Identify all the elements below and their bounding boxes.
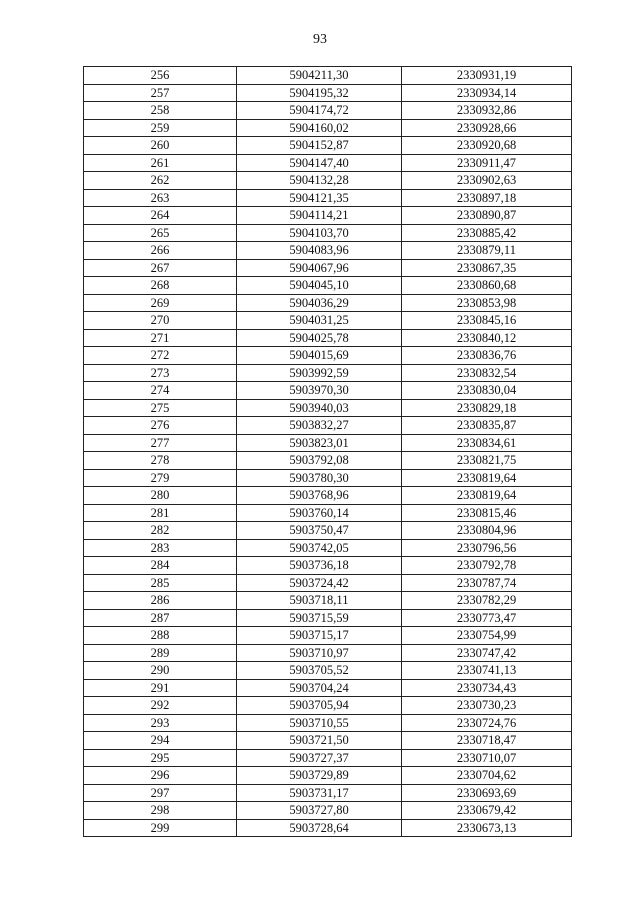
y-coordinate-cell: 2330836,76 bbox=[402, 347, 572, 365]
y-coordinate-cell: 2330885,42 bbox=[402, 224, 572, 242]
table-row bbox=[84, 697, 572, 715]
point-number-cell: 277 bbox=[84, 434, 237, 452]
y-coordinate-cell: 2330821,75 bbox=[402, 452, 572, 470]
point-number-cell: 286 bbox=[84, 592, 237, 610]
x-coordinate-cell: 5903768,96 bbox=[237, 487, 402, 505]
point-number-cell: 289 bbox=[84, 644, 237, 662]
coordinates-table bbox=[83, 66, 572, 837]
x-coordinate-cell: 5903718,11 bbox=[237, 592, 402, 610]
x-coordinate-cell: 5904103,70 bbox=[237, 224, 402, 242]
y-coordinate-cell: 2330840,12 bbox=[402, 329, 572, 347]
table-row bbox=[84, 242, 572, 260]
point-number-cell: 282 bbox=[84, 522, 237, 540]
point-number-cell: 287 bbox=[84, 609, 237, 627]
x-coordinate-cell: 5904031,25 bbox=[237, 312, 402, 330]
x-coordinate-cell: 5903727,37 bbox=[237, 749, 402, 767]
y-coordinate-cell: 2330773,47 bbox=[402, 609, 572, 627]
x-coordinate-cell: 5903736,18 bbox=[237, 557, 402, 575]
table-row bbox=[84, 784, 572, 802]
table-row bbox=[84, 679, 572, 697]
x-coordinate-cell: 5903940,03 bbox=[237, 399, 402, 417]
y-coordinate-cell: 2330897,18 bbox=[402, 189, 572, 207]
x-coordinate-cell: 5903992,59 bbox=[237, 364, 402, 382]
y-coordinate-cell: 2330928,66 bbox=[402, 119, 572, 137]
table-row bbox=[84, 609, 572, 627]
x-coordinate-cell: 5904025,78 bbox=[237, 329, 402, 347]
y-coordinate-cell: 2330911,47 bbox=[402, 154, 572, 172]
y-coordinate-cell: 2330829,18 bbox=[402, 399, 572, 417]
point-number-cell: 274 bbox=[84, 382, 237, 400]
point-number-cell: 267 bbox=[84, 259, 237, 277]
x-coordinate-cell: 5903710,55 bbox=[237, 714, 402, 732]
table-row bbox=[84, 487, 572, 505]
table-row bbox=[84, 504, 572, 522]
table-row bbox=[84, 67, 572, 85]
y-coordinate-cell: 2330830,04 bbox=[402, 382, 572, 400]
table-row bbox=[84, 539, 572, 557]
point-number-cell: 294 bbox=[84, 732, 237, 750]
table-row bbox=[84, 294, 572, 312]
y-coordinate-cell: 2330845,16 bbox=[402, 312, 572, 330]
table-row bbox=[84, 84, 572, 102]
x-coordinate-cell: 5903715,17 bbox=[237, 627, 402, 645]
table-row bbox=[84, 767, 572, 785]
y-coordinate-cell: 2330932,86 bbox=[402, 102, 572, 120]
y-coordinate-cell: 2330867,35 bbox=[402, 259, 572, 277]
x-coordinate-cell: 5904174,72 bbox=[237, 102, 402, 120]
point-number-cell: 273 bbox=[84, 364, 237, 382]
table-row bbox=[84, 592, 572, 610]
point-number-cell: 297 bbox=[84, 784, 237, 802]
x-coordinate-cell: 5904121,35 bbox=[237, 189, 402, 207]
y-coordinate-cell: 2330710,07 bbox=[402, 749, 572, 767]
point-number-cell: 285 bbox=[84, 574, 237, 592]
table-row bbox=[84, 102, 572, 120]
table-row bbox=[84, 364, 572, 382]
y-coordinate-cell: 2330819,64 bbox=[402, 469, 572, 487]
table-row bbox=[84, 347, 572, 365]
point-number-cell: 291 bbox=[84, 679, 237, 697]
x-coordinate-cell: 5904152,87 bbox=[237, 137, 402, 155]
point-number-cell: 288 bbox=[84, 627, 237, 645]
x-coordinate-cell: 5903727,80 bbox=[237, 802, 402, 820]
table-row bbox=[84, 382, 572, 400]
point-number-cell: 264 bbox=[84, 207, 237, 225]
y-coordinate-cell: 2330787,74 bbox=[402, 574, 572, 592]
y-coordinate-cell: 2330796,56 bbox=[402, 539, 572, 557]
y-coordinate-cell: 2330819,64 bbox=[402, 487, 572, 505]
y-coordinate-cell: 2330754,99 bbox=[402, 627, 572, 645]
y-coordinate-cell: 2330704,62 bbox=[402, 767, 572, 785]
y-coordinate-cell: 2330782,29 bbox=[402, 592, 572, 610]
point-number-cell: 292 bbox=[84, 697, 237, 715]
table-row bbox=[84, 557, 572, 575]
point-number-cell: 284 bbox=[84, 557, 237, 575]
x-coordinate-cell: 5904132,28 bbox=[237, 172, 402, 190]
table-row bbox=[84, 329, 572, 347]
y-coordinate-cell: 2330934,14 bbox=[402, 84, 572, 102]
point-number-cell: 290 bbox=[84, 662, 237, 680]
table-row bbox=[84, 417, 572, 435]
y-coordinate-cell: 2330693,69 bbox=[402, 784, 572, 802]
x-coordinate-cell: 5903724,42 bbox=[237, 574, 402, 592]
point-number-cell: 256 bbox=[84, 67, 237, 85]
y-coordinate-cell: 2330679,42 bbox=[402, 802, 572, 820]
point-number-cell: 265 bbox=[84, 224, 237, 242]
table-row bbox=[84, 732, 572, 750]
x-coordinate-cell: 5904067,96 bbox=[237, 259, 402, 277]
table-row bbox=[84, 189, 572, 207]
y-coordinate-cell: 2330902,63 bbox=[402, 172, 572, 190]
x-coordinate-cell: 5904211,30 bbox=[237, 67, 402, 85]
y-coordinate-cell: 2330673,13 bbox=[402, 819, 572, 837]
point-number-cell: 266 bbox=[84, 242, 237, 260]
x-coordinate-cell: 5904114,21 bbox=[237, 207, 402, 225]
y-coordinate-cell: 2330890,87 bbox=[402, 207, 572, 225]
point-number-cell: 293 bbox=[84, 714, 237, 732]
point-number-cell: 260 bbox=[84, 137, 237, 155]
x-coordinate-cell: 5903760,14 bbox=[237, 504, 402, 522]
y-coordinate-cell: 2330747,42 bbox=[402, 644, 572, 662]
x-coordinate-cell: 5904160,02 bbox=[237, 119, 402, 137]
x-coordinate-cell: 5904015,69 bbox=[237, 347, 402, 365]
table-row bbox=[84, 224, 572, 242]
y-coordinate-cell: 2330724,76 bbox=[402, 714, 572, 732]
table-row bbox=[84, 207, 572, 225]
y-coordinate-cell: 2330834,61 bbox=[402, 434, 572, 452]
table-row bbox=[84, 119, 572, 137]
point-number-cell: 283 bbox=[84, 539, 237, 557]
x-coordinate-cell: 5903832,27 bbox=[237, 417, 402, 435]
point-number-cell: 279 bbox=[84, 469, 237, 487]
table-row bbox=[84, 259, 572, 277]
table-row bbox=[84, 469, 572, 487]
table-row bbox=[84, 172, 572, 190]
table-row bbox=[84, 574, 572, 592]
table-row bbox=[84, 644, 572, 662]
table-row bbox=[84, 819, 572, 837]
y-coordinate-cell: 2330860,68 bbox=[402, 277, 572, 295]
y-coordinate-cell: 2330804,96 bbox=[402, 522, 572, 540]
table-row bbox=[84, 277, 572, 295]
x-coordinate-cell: 5903715,59 bbox=[237, 609, 402, 627]
y-coordinate-cell: 2330815,46 bbox=[402, 504, 572, 522]
point-number-cell: 269 bbox=[84, 294, 237, 312]
x-coordinate-cell: 5903823,01 bbox=[237, 434, 402, 452]
point-number-cell: 270 bbox=[84, 312, 237, 330]
point-number-cell: 281 bbox=[84, 504, 237, 522]
table-row bbox=[84, 802, 572, 820]
y-coordinate-cell: 2330792,78 bbox=[402, 557, 572, 575]
x-coordinate-cell: 5903780,30 bbox=[237, 469, 402, 487]
point-number-cell: 296 bbox=[84, 767, 237, 785]
x-coordinate-cell: 5903728,64 bbox=[237, 819, 402, 837]
point-number-cell: 263 bbox=[84, 189, 237, 207]
y-coordinate-cell: 2330734,43 bbox=[402, 679, 572, 697]
y-coordinate-cell: 2330920,68 bbox=[402, 137, 572, 155]
point-number-cell: 295 bbox=[84, 749, 237, 767]
point-number-cell: 257 bbox=[84, 84, 237, 102]
y-coordinate-cell: 2330879,11 bbox=[402, 242, 572, 260]
point-number-cell: 272 bbox=[84, 347, 237, 365]
point-number-cell: 299 bbox=[84, 819, 237, 837]
point-number-cell: 259 bbox=[84, 119, 237, 137]
x-coordinate-cell: 5903729,89 bbox=[237, 767, 402, 785]
point-number-cell: 268 bbox=[84, 277, 237, 295]
table-row bbox=[84, 452, 572, 470]
point-number-cell: 298 bbox=[84, 802, 237, 820]
x-coordinate-cell: 5903970,30 bbox=[237, 382, 402, 400]
table-row bbox=[84, 627, 572, 645]
table-row bbox=[84, 522, 572, 540]
point-number-cell: 258 bbox=[84, 102, 237, 120]
x-coordinate-cell: 5903721,50 bbox=[237, 732, 402, 750]
x-coordinate-cell: 5903704,24 bbox=[237, 679, 402, 697]
x-coordinate-cell: 5903750,47 bbox=[237, 522, 402, 540]
y-coordinate-cell: 2330931,19 bbox=[402, 67, 572, 85]
table-row bbox=[84, 137, 572, 155]
y-coordinate-cell: 2330835,87 bbox=[402, 417, 572, 435]
y-coordinate-cell: 2330730,23 bbox=[402, 697, 572, 715]
table-row bbox=[84, 154, 572, 172]
x-coordinate-cell: 5903731,17 bbox=[237, 784, 402, 802]
point-number-cell: 261 bbox=[84, 154, 237, 172]
x-coordinate-cell: 5904036,29 bbox=[237, 294, 402, 312]
table-row bbox=[84, 662, 572, 680]
x-coordinate-cell: 5904147,40 bbox=[237, 154, 402, 172]
table-row bbox=[84, 312, 572, 330]
point-number-cell: 280 bbox=[84, 487, 237, 505]
x-coordinate-cell: 5903742,05 bbox=[237, 539, 402, 557]
page-number: 93 bbox=[313, 32, 327, 47]
x-coordinate-cell: 5904195,32 bbox=[237, 84, 402, 102]
table-row bbox=[84, 714, 572, 732]
table-row bbox=[84, 434, 572, 452]
y-coordinate-cell: 2330832,54 bbox=[402, 364, 572, 382]
y-coordinate-cell: 2330718,47 bbox=[402, 732, 572, 750]
table-row bbox=[84, 749, 572, 767]
x-coordinate-cell: 5903705,52 bbox=[237, 662, 402, 680]
x-coordinate-cell: 5904045,10 bbox=[237, 277, 402, 295]
point-number-cell: 262 bbox=[84, 172, 237, 190]
x-coordinate-cell: 5903792,08 bbox=[237, 452, 402, 470]
x-coordinate-cell: 5904083,96 bbox=[237, 242, 402, 260]
point-number-cell: 276 bbox=[84, 417, 237, 435]
y-coordinate-cell: 2330853,98 bbox=[402, 294, 572, 312]
y-coordinate-cell: 2330741,13 bbox=[402, 662, 572, 680]
table-row bbox=[84, 399, 572, 417]
x-coordinate-cell: 5903705,94 bbox=[237, 697, 402, 715]
coordinates-table-body bbox=[84, 67, 572, 837]
point-number-cell: 278 bbox=[84, 452, 237, 470]
point-number-cell: 271 bbox=[84, 329, 237, 347]
x-coordinate-cell: 5903710,97 bbox=[237, 644, 402, 662]
point-number-cell: 275 bbox=[84, 399, 237, 417]
